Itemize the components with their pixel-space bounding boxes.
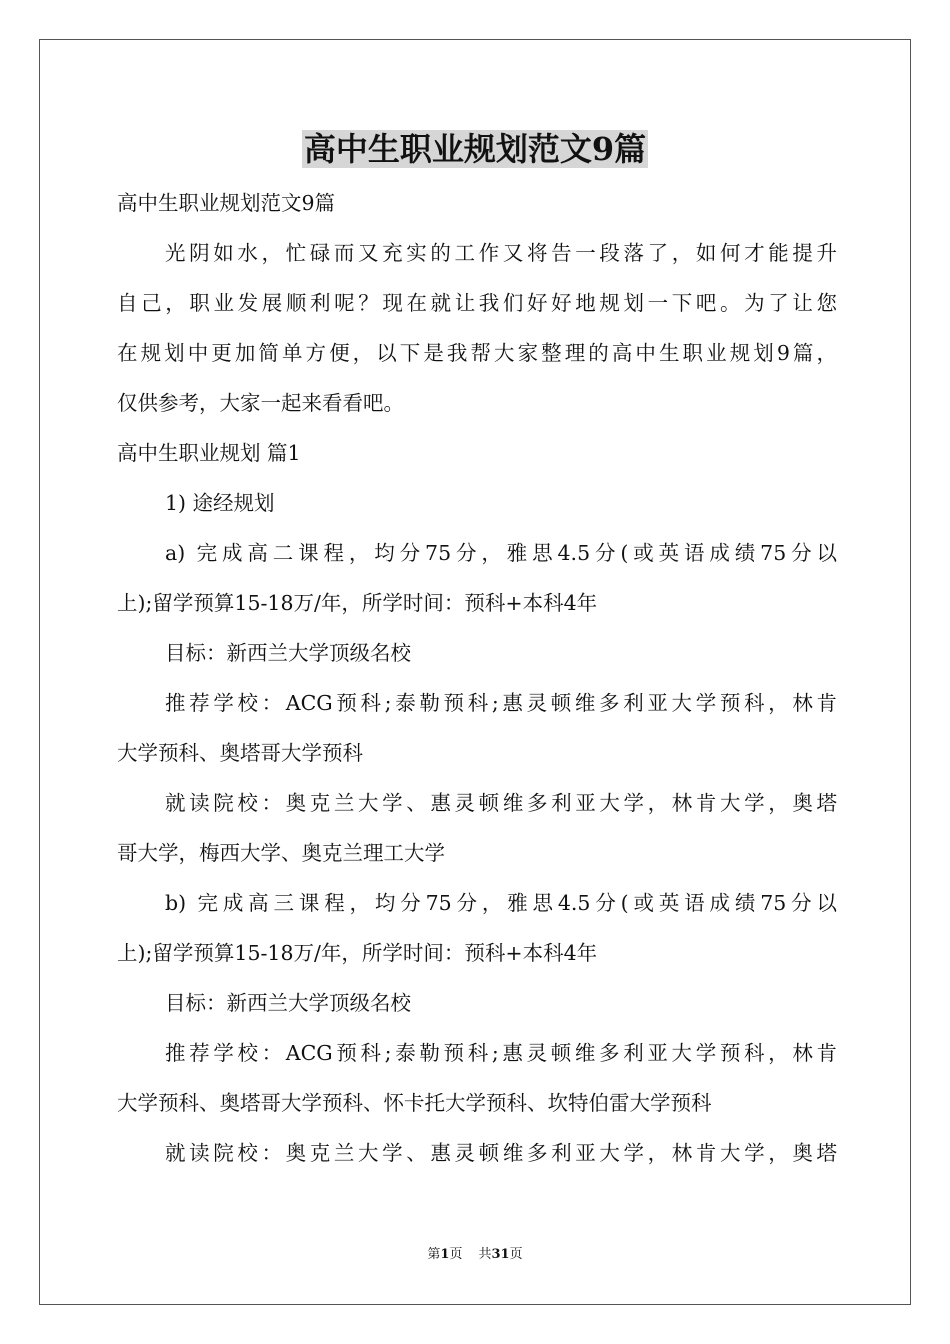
body-line: 仅供参考，大家一起来看看吧。 bbox=[117, 391, 404, 415]
total-prefix: 共 bbox=[478, 1247, 492, 1262]
document-title bbox=[0, 127, 950, 171]
total-suffix: 页 bbox=[509, 1247, 523, 1262]
page-prefix: 第 bbox=[427, 1247, 441, 1262]
body-line: 目标：新西兰大学顶级名校 bbox=[165, 641, 411, 665]
body-line: 光阴如水，忙碌而又充实的工作又将告一段落了，如何才能提升 bbox=[165, 241, 837, 265]
section-heading: 高中生职业规划 篇1 bbox=[117, 441, 301, 465]
body-line: 大学预科、奥塔哥大学预科 bbox=[117, 741, 363, 765]
body-line: 推荐学校：ACG预科;泰勒预科;惠灵顿维多利亚大学预科，林肯 bbox=[165, 1041, 837, 1065]
body-line: 1) 途经规划 bbox=[165, 491, 275, 515]
page-suffix: 页 bbox=[449, 1247, 463, 1262]
body-line: 高中生职业规划范文9篇 bbox=[117, 191, 336, 215]
body-line: 大学预科、奥塔哥大学预科、怀卡托大学预科、坎特伯雷大学预科 bbox=[117, 1091, 712, 1115]
body-line: 目标：新西兰大学顶级名校 bbox=[165, 991, 411, 1015]
body-line: 上);留学预算15-18万/年，所学时间：预科+本科4年 bbox=[117, 941, 598, 965]
body-line: 在规划中更加简单方便，以下是我帮大家整理的高中生职业规划9篇， bbox=[117, 341, 837, 365]
page-number: 1 bbox=[440, 1247, 450, 1262]
body-line: 推荐学校：ACG预科;泰勒预科;惠灵顿维多利亚大学预科，林肯 bbox=[165, 691, 837, 715]
document-body bbox=[117, 178, 837, 1178]
body-line: 哥大学，梅西大学、奥克兰理工大学 bbox=[117, 841, 445, 865]
body-line: b) 完成高三课程，均分75分，雅思4.5分(或英语成绩75分以 bbox=[165, 891, 837, 915]
page-footer bbox=[0, 1246, 950, 1264]
body-line: a) 完成高二课程，均分75分，雅思4.5分(或英语成绩75分以 bbox=[165, 541, 837, 565]
body-line: 上);留学预算15-18万/年，所学时间：预科+本科4年 bbox=[117, 591, 598, 615]
body-line: 就读院校：奥克兰大学、惠灵顿维多利亚大学，林肯大学，奥塔 bbox=[165, 1141, 837, 1165]
body-line: 就读院校：奥克兰大学、惠灵顿维多利亚大学，林肯大学，奥塔 bbox=[165, 791, 837, 815]
page-total: 31 bbox=[491, 1247, 510, 1262]
document-title-text: 高中生职业规划范文9篇 bbox=[303, 130, 647, 168]
body-line: 自己，职业发展顺利呢？现在就让我们好好地规划一下吧。为了让您 bbox=[117, 291, 837, 315]
